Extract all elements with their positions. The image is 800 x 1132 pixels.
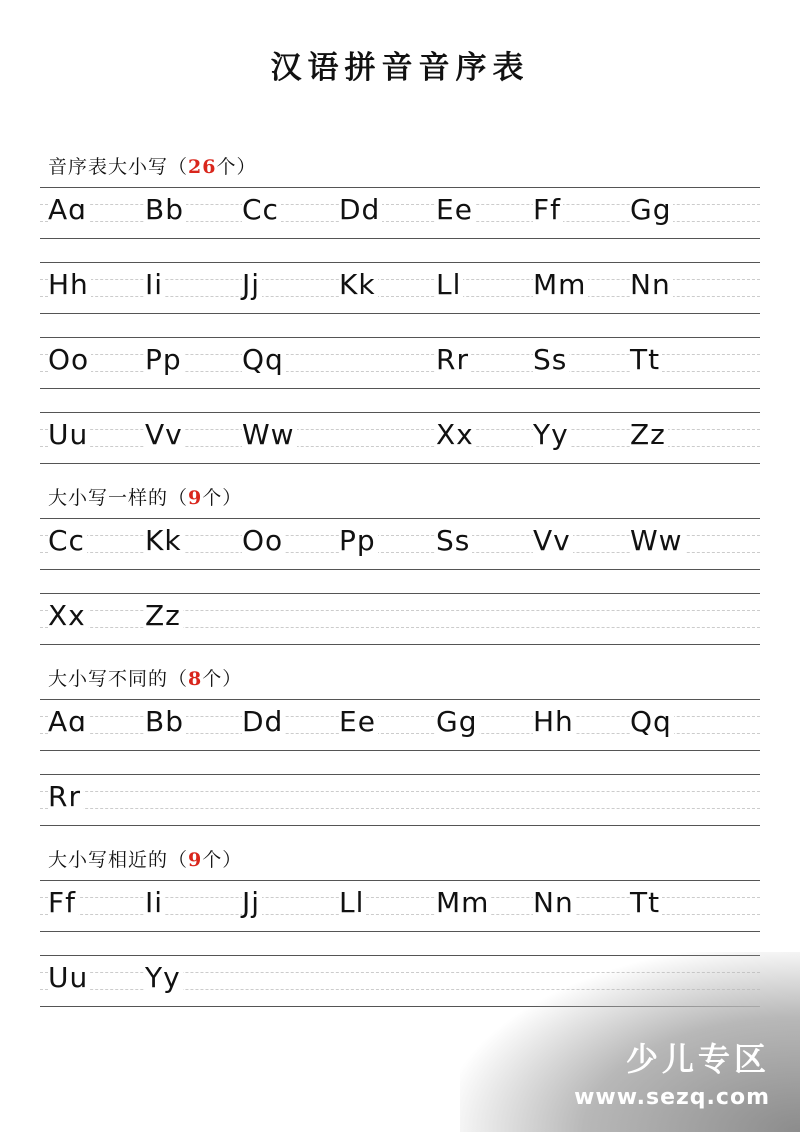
letter-pair: Gg [630,193,672,226]
letter-pair: Yy [533,418,569,451]
letter-pair: Cc [242,193,279,226]
letter-pair: Kk [145,524,182,557]
section-count: 8 [188,668,203,690]
section-heading-end: 个） [202,487,243,509]
letter-pair: Rr [436,343,469,376]
letter-pair: Gg [436,705,478,738]
letter-pair: Mm [436,886,490,919]
letter-pair: Qq [242,343,284,376]
section-heading-text: 大小写不同的（ [48,668,189,690]
letter-pair: Ll [339,886,365,919]
watermark-logo: 少儿专区 [625,1040,770,1078]
letter-pair: Hh [48,268,89,301]
letter-pair: Cc [48,524,85,557]
letter-pair: Yy [145,961,181,994]
letter-pair: Xx [48,599,86,632]
letter-pair: Ll [436,268,462,301]
writing-row [40,774,760,826]
section-heading-end: 个） [216,156,257,178]
letter-pair: Ww [242,418,295,451]
letter-pair: Ww [630,524,683,557]
letter-pair: Vv [533,524,571,557]
letter-pair: Uu [48,961,89,994]
section-heading [48,152,256,179]
letter-pair: Nn [533,886,574,919]
section-heading-text: 大小写相近的（ [48,849,189,871]
letter-pair: Ff [533,193,561,226]
section-count: 26 [188,156,217,178]
writing-row [40,518,760,570]
writing-row [40,880,760,932]
writing-row [40,593,760,645]
section-count: 9 [188,487,203,509]
letter-pair: Kk [339,268,376,301]
writing-row [40,262,760,314]
writing-row [40,187,760,239]
letter-pair: Bb [145,705,184,738]
letter-pair: Ee [339,705,376,738]
letter-pair: Uu [48,418,89,451]
section-heading-end: 个） [202,668,243,690]
letter-pair: Dd [339,193,381,226]
letter-pair: Tt [630,886,661,919]
letter-pair: Rr [48,780,81,813]
letter-pair: Vv [145,418,183,451]
section-count: 9 [188,849,203,871]
letter-pair: Dd [242,705,284,738]
section-heading [48,483,242,510]
letter-pair: Xx [436,418,474,451]
letter-pair: Ff [48,886,76,919]
writing-row [40,337,760,389]
letter-pair: Ss [533,343,568,376]
letter-pair: Tt [630,343,661,376]
letter-pair: Zz [145,599,181,632]
section-heading [48,664,242,691]
letter-pair: Pp [339,524,376,557]
section-heading [48,845,242,872]
letter-pair: Oo [242,524,284,557]
page-title: 汉语拼音音序表 [270,50,530,86]
letter-pair: Pp [145,343,182,376]
letter-pair: Aɑ [48,193,87,226]
letter-pair: Qq [630,705,672,738]
letter-pair: Bb [145,193,184,226]
letter-pair: Nn [630,268,671,301]
letter-pair: Ss [436,524,471,557]
watermark-url: www.sezq.com [574,1085,770,1110]
section-heading-text: 大小写一样的（ [48,487,189,509]
letter-pair: Oo [48,343,90,376]
letter-pair: Hh [533,705,574,738]
writing-row [40,412,760,464]
letter-pair: Ee [436,193,473,226]
letter-pair: Jj [242,268,261,301]
section-heading-text: 音序表大小写（ [48,156,189,178]
letter-pair: Mm [533,268,587,301]
letter-pair: Jj [242,886,261,919]
watermark [460,952,800,1132]
letter-pair: Zz [630,418,666,451]
letter-pair: Ii [145,268,164,301]
writing-row [40,699,760,751]
section-heading-end: 个） [202,849,243,871]
letter-pair: Ii [145,886,164,919]
letter-pair: Aɑ [48,705,87,738]
